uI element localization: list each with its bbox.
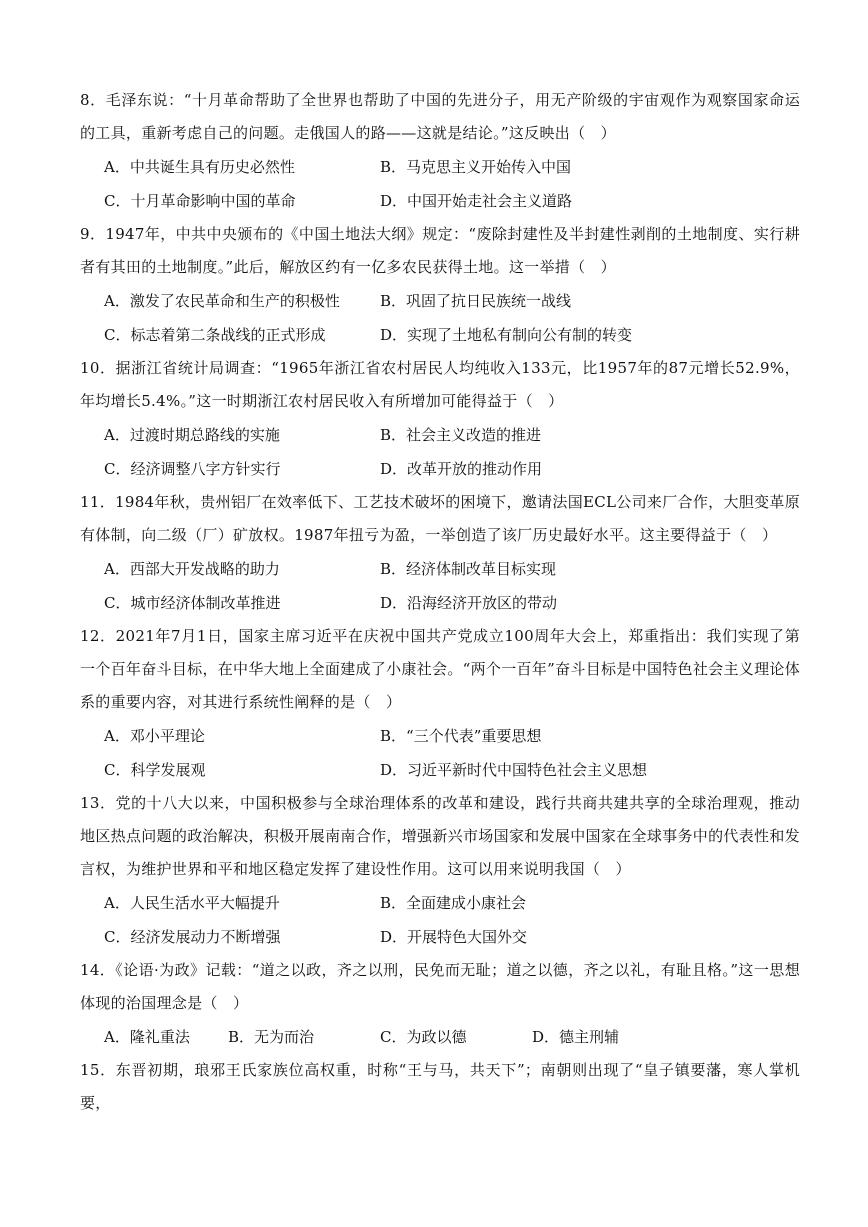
option-c: C．为政以德 (380, 1028, 467, 1046)
option-c: C．经济发展动力不断增强 (104, 928, 281, 946)
option-d: D．沿海经济开放区的带动 (380, 594, 558, 612)
option-a: A．过渡时期总路线的实施 (104, 426, 280, 444)
option-d: D．改革开放的推动作用 (380, 460, 543, 478)
option-a: A．隆礼重法 (104, 1028, 190, 1046)
question-9 (80, 218, 800, 352)
question-8 (80, 84, 800, 218)
option-b: B．全面建成小康社会 (380, 894, 527, 912)
question-stem: 13．党的十八大以来，中国积极参与全球治理体系的改革和建设，践行共商共建共享的全球治理观，推动地区热点问题的政治解决，积极开展南南合作，增强新兴市场国家和发展中国家在全球事务中的代表性和发言权，为维护世界和平和地区稳定发挥了建设性作用。这可以用来说明我国（ ） (80, 794, 800, 878)
option-d: D．中国开始走社会主义道路 (380, 192, 573, 210)
option-b: B．无为而治 (228, 1028, 315, 1046)
option-a: A．激发了农民革命和生产的积极性 (104, 292, 340, 310)
question-10 (80, 352, 800, 486)
question-13 (80, 787, 800, 954)
question-stem: 8．毛泽东说：“十月革命帮助了全世界也帮助了中国的先进分子，用无产阶级的宇宙观作为观察国家命运的工具，重新考虑自己的问题。走俄国人的路——这就是结论。”这反映出（ ） (80, 91, 800, 142)
option-d: D．德主刑辅 (532, 1028, 620, 1046)
option-c: C．十月革命影响中国的革命 (104, 192, 296, 210)
option-d: D．开展特色大国外交 (380, 928, 528, 946)
option-c: C．城市经济体制改革推进 (104, 594, 281, 612)
option-b: B．社会主义改造的推进 (380, 426, 542, 444)
option-b: B．“三个代表”重要思想 (380, 727, 542, 745)
question-stem: 11．1984年秋，贵州铝厂在效率低下、工艺技术破坏的困境下，邀请法国ECL公司来厂合作，大胆变革原有体制，向二级（厂）矿放权。1987年扭亏为盈，一举创造了该厂历史最好水平。这主要得益于（ ） (80, 493, 800, 544)
option-a: A．中共诞生具有历史必然性 (104, 158, 295, 176)
option-b: B．巩固了抗日民族统一战线 (380, 292, 572, 310)
question-stem: 12．2021年7月1日，国家主席习近平在庆祝中国共产党成立100周年大会上，郑重指出：我们实现了第一个百年奋斗目标，在中华大地上全面建成了小康社会。“两个一百年”奋斗目标是中国特色社会主义理论体系的重要内容，对其进行系统性阐释的是（ ） (80, 627, 800, 711)
question-options (80, 719, 800, 787)
option-a: A．西部大开发战略的助力 (104, 560, 280, 578)
question-stem: 9．1947年，中共中央颁布的《中国土地法大纲》规定：“废除封建性及半封建性剥削的土地制度、实行耕者有其田的土地制度。”此后，解放区约有一亿多农民获得土地。这一举措（ ） (80, 225, 800, 276)
question-options (80, 886, 800, 954)
option-d: D．实现了土地私有制向公有制的转变 (380, 326, 633, 344)
option-c: C．经济调整八字方针实行 (104, 460, 281, 478)
question-15 (80, 1054, 800, 1120)
question-stem: 10．据浙江省统计局调查：“1965年浙江省农村居民人均纯收入133元，比1957年的87元增长52.9%，年均增长5.4%。”这一时期浙江农村居民收入有所增加可能得益于（ ） (80, 359, 800, 410)
question-options (80, 1020, 800, 1054)
option-b: B．经济体制改革目标实现 (380, 560, 557, 578)
option-b: B．马克思主义开始传入中国 (380, 158, 572, 176)
option-c: C．标志着第二条战线的正式形成 (104, 326, 326, 344)
question-stem: 14．《论语·为政》记载：“道之以政，齐之以刑，民免而无耻；道之以德，齐之以礼，有耻且格。”这一思想体现的治国理念是（ ） (80, 961, 800, 1012)
option-d: D．习近平新时代中国特色社会主义思想 (380, 761, 648, 779)
option-a: A．人民生活水平大幅提升 (104, 894, 280, 912)
question-options (80, 552, 800, 620)
question-11 (80, 486, 800, 620)
question-list (80, 84, 800, 1120)
question-12 (80, 620, 800, 787)
question-options (80, 418, 800, 486)
question-stem: 15．东晋初期，琅邪王氏家族位高权重，时称“王与马，共天下”；南朝则出现了“皇子镇要藩，寒人掌机要， (80, 1061, 800, 1112)
question-14 (80, 954, 800, 1054)
option-a: A．邓小平理论 (104, 727, 205, 745)
option-c: C．科学发展观 (104, 761, 206, 779)
question-options (80, 284, 800, 352)
question-options (80, 150, 800, 218)
